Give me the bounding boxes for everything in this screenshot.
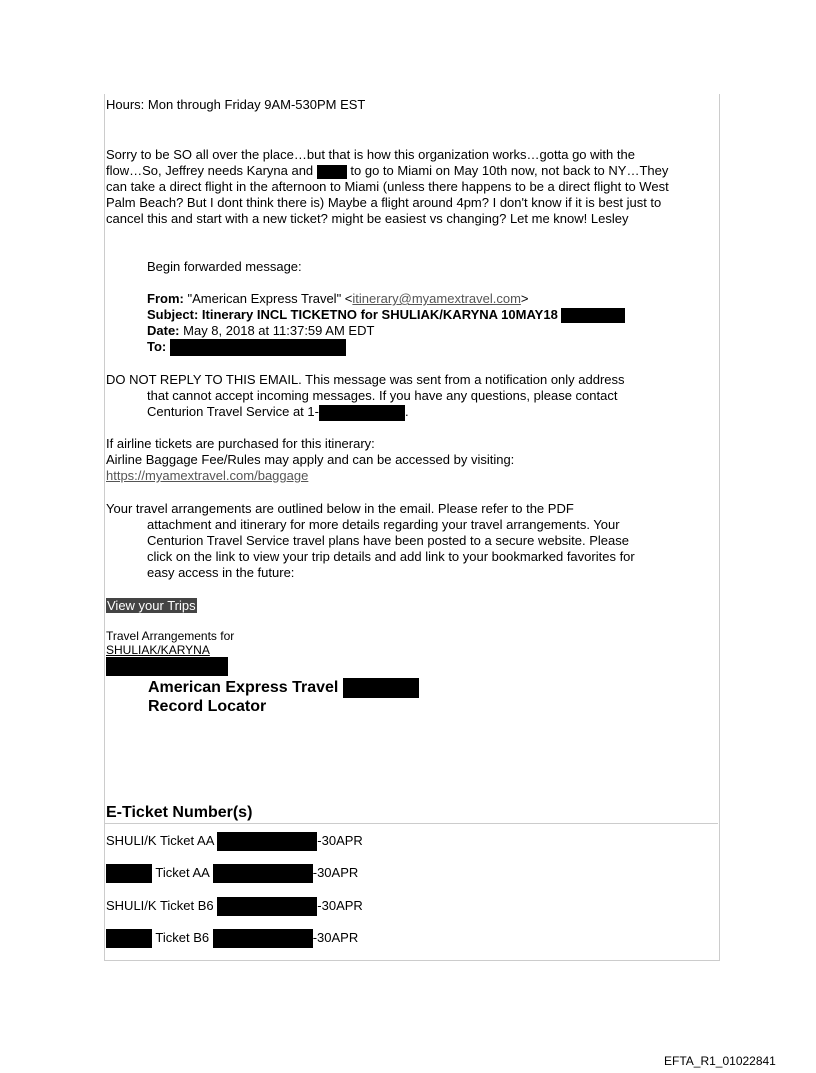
subject-line <box>147 307 625 323</box>
ticket-date: -30APR <box>312 929 359 945</box>
redaction-box <box>106 929 152 948</box>
subject-text: Itinerary INCL TICKETNO for SHULIAK/KARYNA 10MAY18 <box>201 307 558 322</box>
ticket-label: Ticket B6 <box>155 929 210 945</box>
from-email-link[interactable]: itinerary@myamextravel.com <box>352 291 521 306</box>
record-locator-label: Record Locator <box>148 698 267 715</box>
date-label: Date: <box>147 323 180 338</box>
noreply-line: that cannot accept incoming messages. If you have any questions, please contact <box>147 388 618 403</box>
ticket-row <box>106 929 358 948</box>
ticket-row <box>106 832 363 851</box>
to-label: To: <box>147 339 167 354</box>
ticket-row <box>106 897 363 916</box>
noreply-line <box>147 404 409 421</box>
from-name: "American Express Travel" < <box>187 291 353 306</box>
noreply-text: Centurion Travel Service at 1- <box>147 404 319 419</box>
date-text: May 8, 2018 at 11:37:59 AM EDT <box>183 323 375 338</box>
arrangements-line: Centurion Travel Service travel plans have been posted to a secure website. Please <box>147 533 629 548</box>
ticket-row <box>106 864 358 883</box>
hours-text: Hours: Mon through Friday 9AM-530PM EST <box>106 97 366 112</box>
subject-label: Subject: <box>147 307 199 322</box>
ticket-date: -30APR <box>317 897 363 913</box>
arrangements-line: Your travel arrangements are outlined below in the email. Please refer to the PDF <box>106 501 574 516</box>
redaction-box <box>561 308 625 323</box>
redaction-box <box>170 339 346 356</box>
note-line: Palm Beach? But I dont think there is) Maybe a flight around 4pm? I don't know if it is best just to <box>106 195 662 210</box>
from-line <box>147 291 529 307</box>
baggage-line: Airline Baggage Fee/Rules may apply and can be accessed by visiting: <box>106 452 515 467</box>
redaction-box <box>213 864 313 883</box>
arrangements-line: easy access in the future: <box>147 565 295 580</box>
from-label: From: <box>147 291 184 306</box>
eticket-heading: E-Ticket Number(s) <box>106 804 253 821</box>
to-line <box>147 339 346 356</box>
baggage-line: If airline tickets are purchased for this itinerary: <box>106 436 375 451</box>
ticket-date: -30APR <box>317 832 363 848</box>
ticket-label: Ticket AA <box>155 864 210 880</box>
redaction-box <box>106 864 152 883</box>
from-close: > <box>520 291 529 306</box>
travel-for-label: Travel Arrangements for <box>106 629 235 643</box>
ticket-label: SHULI/K Ticket B6 <box>106 897 214 913</box>
arrangements-line: click on the link to view your trip details and add link to your bookmarked favorites for <box>147 549 635 564</box>
date-line <box>147 323 374 339</box>
divider <box>104 823 718 824</box>
ticket-label: SHULI/K Ticket AA <box>106 832 214 848</box>
view-trips-button[interactable]: View your Trips <box>107 598 196 613</box>
redaction-box <box>343 678 419 698</box>
noreply-text: . <box>404 404 409 419</box>
note-line: cancel this and start with a new ticket? might be easiest vs changing? Let me know! Lesley <box>106 211 629 226</box>
note-line: can take a direct flight in the afternoon to Miami (unless there happens to be a direct flight to West <box>106 179 669 194</box>
redaction-box <box>106 657 228 676</box>
document-id: EFTA_R1_01022841 <box>664 1054 776 1068</box>
ticket-date: -30APR <box>312 864 359 880</box>
traveler-name: SHULIAK/KARYNA <box>106 643 210 657</box>
redaction-box <box>217 832 317 851</box>
note-line: Sorry to be SO all over the place…but that is how this organization works…gotta go with the <box>106 147 635 162</box>
redaction-box <box>213 929 313 948</box>
redaction-box <box>217 897 317 916</box>
note-text: flow…So, Jeffrey needs Karyna and <box>106 163 314 178</box>
note-text: to go to Miami on May 10th now, not back to NY…They <box>350 163 669 178</box>
note-line <box>106 163 668 179</box>
forwarded-intro: Begin forwarded message: <box>147 259 302 274</box>
amex-title: American Express Travel <box>148 679 339 697</box>
baggage-link[interactable]: https://myamextravel.com/baggage <box>106 468 309 483</box>
redaction-box <box>317 165 347 179</box>
amex-title-line <box>148 678 419 698</box>
arrangements-line: attachment and itinerary for more details regarding your travel arrangements. Your <box>147 517 620 532</box>
noreply-line: DO NOT REPLY TO THIS EMAIL. This message was sent from a notification only address <box>106 372 625 387</box>
redaction-box <box>319 405 405 421</box>
